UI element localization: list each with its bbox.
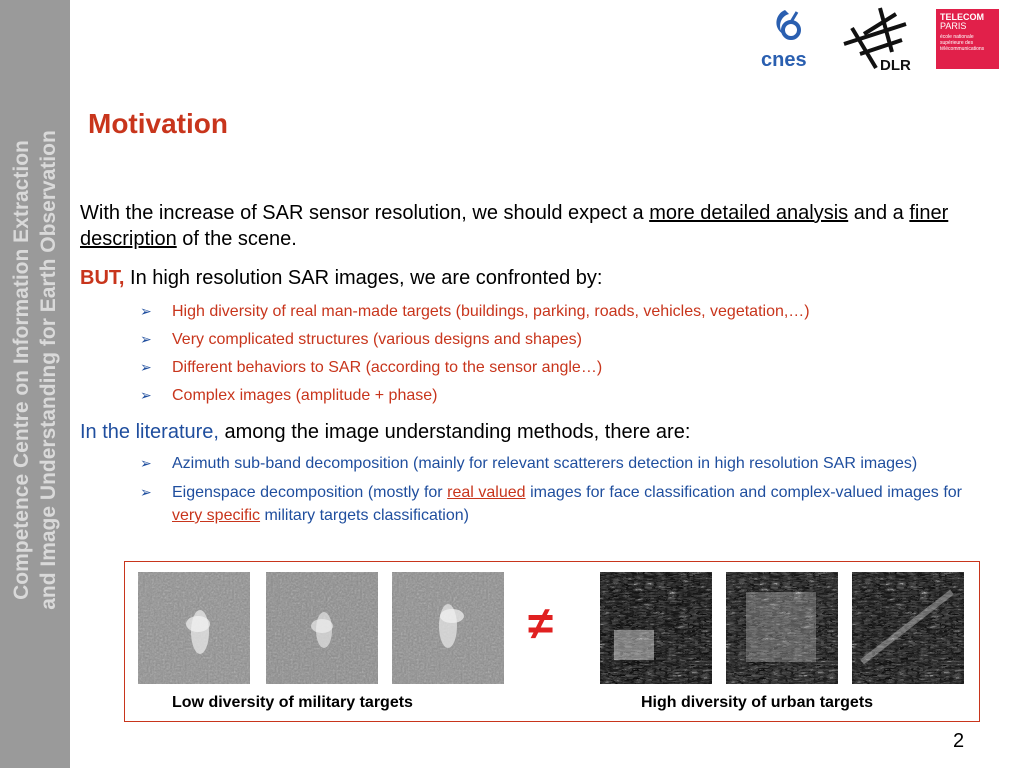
intro-text-2: and a — [848, 202, 910, 224]
page-number: 2 — [953, 730, 965, 752]
but-lead: BUT, — [80, 267, 125, 289]
literature-paragraph — [80, 419, 962, 445]
slide-title: Motivation — [88, 108, 228, 139]
list-item-text: Different behaviors to SAR (according to the sensor angle…) — [172, 359, 603, 376]
caption-military: Low diversity of military targets — [172, 694, 413, 711]
list-item — [140, 300, 962, 323]
telecom-line1: TELECOM — [940, 12, 984, 22]
method-highlight-1: real valued — [447, 484, 526, 501]
urban-target-image-3 — [852, 572, 964, 684]
method-text-1: Eigenspace decomposition (mostly for — [172, 484, 448, 501]
urban-target-image-2 — [726, 572, 838, 684]
arrow-bullet-icon: ➢ — [140, 455, 152, 471]
sidebar-title — [8, 50, 66, 690]
arrow-bullet-icon: ➢ — [140, 303, 152, 319]
military-target-image-1 — [138, 572, 250, 684]
list-item — [140, 452, 962, 475]
method-highlight-2: very specific — [172, 507, 261, 524]
military-target-image-2 — [266, 572, 378, 684]
methods-list — [140, 452, 962, 533]
method-text-2: images for face classification and complex-valued images for — [525, 484, 963, 501]
dlr-logo — [836, 4, 924, 74]
list-item-text: Azimuth sub-band decomposition (mainly for relevant scatterers detection in high resolution SAR images) — [172, 455, 918, 472]
military-target-image-3 — [392, 572, 504, 684]
arrow-bullet-icon: ➢ — [140, 387, 152, 403]
not-equal-symbol: ≠ — [528, 597, 554, 649]
sidebar-title-line1: Competence Centre on Information Extraction — [10, 140, 33, 600]
intro-underline-1: more detailed analysis — [649, 202, 849, 224]
list-item-text: High diversity of real man-made targets (buildings, parking, roads, vehicles, vegetation,…) — [172, 303, 810, 320]
method-text-3: military targets classification) — [260, 507, 469, 524]
but-paragraph — [80, 265, 962, 291]
arrow-bullet-icon: ➢ — [140, 359, 152, 375]
telecom-line3: école nationale supérieure des télécommunications — [940, 34, 985, 52]
cnes-logo — [757, 6, 823, 72]
intro-text-3: of the scene. — [176, 228, 297, 250]
intro-text-1: With the increase of SAR sensor resolution, we should expect a — [80, 202, 650, 224]
telecom-line2: PARIS — [940, 21, 967, 31]
urban-target-image-1 — [600, 572, 712, 684]
list-item-text: Complex images (amplitude + phase) — [172, 387, 438, 404]
dlr-wordmark: DLR — [880, 57, 911, 74]
intro-underline-2: finer description — [80, 202, 949, 250]
list-item — [140, 356, 962, 379]
literature-lead: In the literature, — [80, 421, 219, 443]
cnes-wordmark: cnes — [761, 49, 807, 71]
list-item — [140, 384, 962, 407]
intro-paragraph — [80, 200, 962, 252]
list-item — [140, 328, 962, 351]
arrow-bullet-icon: ➢ — [140, 331, 152, 347]
challenges-list — [140, 300, 962, 412]
arrow-bullet-icon: ➢ — [140, 484, 152, 500]
literature-text: among the image understanding methods, there are: — [218, 421, 691, 443]
list-item — [140, 481, 962, 527]
but-text: In high resolution SAR images, we are confronted by: — [124, 267, 603, 289]
list-item-text: Very complicated structures (various designs and shapes) — [172, 331, 582, 348]
telecom-paris-logo — [936, 9, 999, 69]
caption-urban: High diversity of urban targets — [641, 694, 874, 711]
sidebar-title-line2: and Image Understanding for Earth Observation — [37, 130, 60, 610]
